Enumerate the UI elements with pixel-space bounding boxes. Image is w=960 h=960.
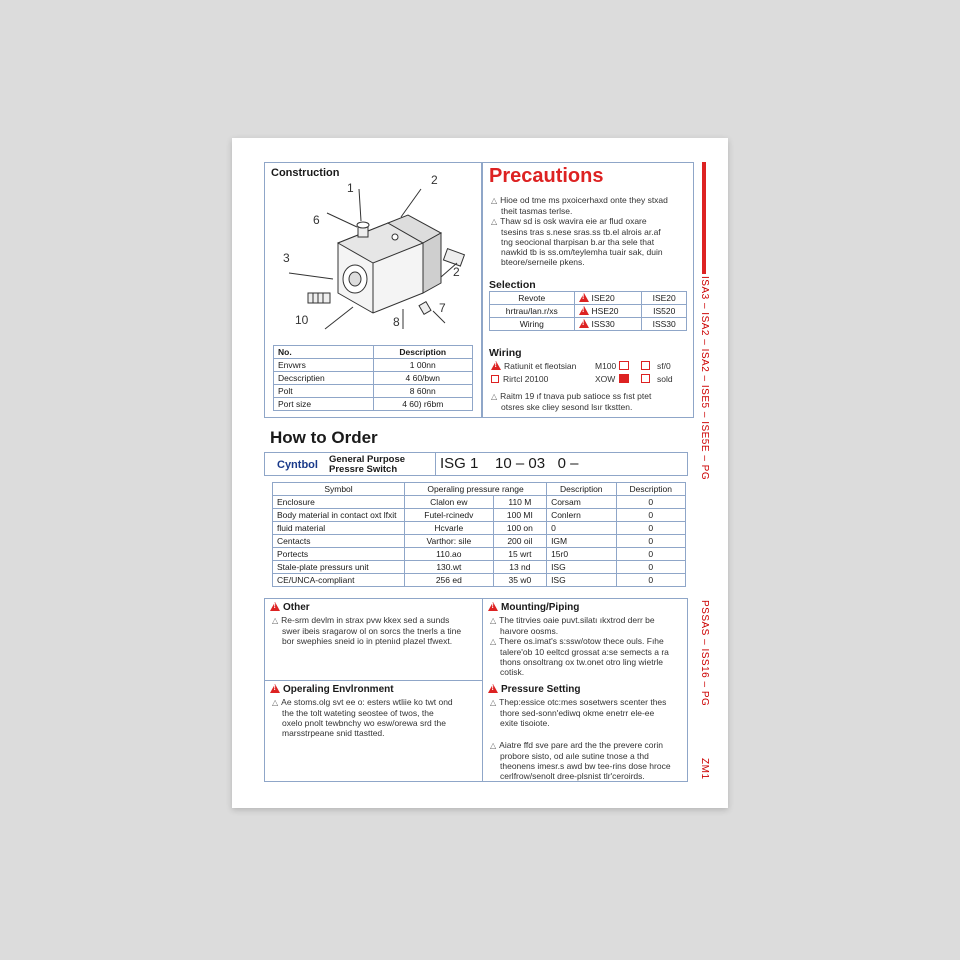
cell-text: HSE20 bbox=[591, 306, 619, 316]
terminal-icon bbox=[641, 374, 650, 383]
table-row bbox=[490, 305, 687, 318]
cell: Futel-rcinedv bbox=[405, 509, 494, 522]
caution-icon: △ bbox=[490, 616, 497, 625]
note-line: Aiatre ffd sve pare ard the the prevere corin bbox=[499, 740, 663, 750]
precautions-title: Precautions bbox=[489, 165, 604, 187]
cell: Port size bbox=[274, 398, 374, 411]
cell: ISG bbox=[547, 561, 616, 574]
cell: 0 bbox=[616, 522, 685, 535]
caution-icon: △ bbox=[490, 637, 497, 646]
note-line: There os.imat's s:ssw/otow thece ouls. Fıhe bbox=[499, 636, 664, 646]
notes-divider bbox=[482, 598, 483, 782]
side-tab-bar bbox=[702, 162, 706, 274]
note-line: cerlfrow/senolt dree-plsnist tlr'ceroirds. bbox=[500, 771, 645, 781]
caution-icon: △ bbox=[491, 217, 498, 226]
table-row bbox=[273, 535, 686, 548]
col-description: Description bbox=[547, 483, 616, 496]
cell bbox=[574, 305, 642, 318]
wiring-label: Ratiunit et fleotsian bbox=[504, 361, 577, 371]
table-row bbox=[274, 385, 473, 398]
side-tab-label-3: ZM1 bbox=[699, 758, 710, 780]
note-line: bor swephies sneid io in pteniıd plazel tfwext. bbox=[282, 636, 453, 646]
col-description: Description bbox=[373, 346, 473, 359]
note-line: oxelo pnolt tewbnchy wo esw/orewa srd the bbox=[282, 718, 446, 728]
cell: 0 bbox=[616, 561, 685, 574]
warning-icon bbox=[579, 319, 589, 328]
cell: fluid material bbox=[273, 522, 405, 535]
wiring-note bbox=[491, 391, 691, 412]
note-line: marsstrpeane snid ttastted. bbox=[282, 728, 385, 738]
cell: Wiring bbox=[490, 318, 575, 331]
cell: ISS30 bbox=[642, 318, 687, 331]
cell: 4 60/bwn bbox=[373, 372, 473, 385]
cell: 0 bbox=[616, 548, 685, 561]
precaution-line: Hioe od tme ms pxoicerhaxd onte they stxad bbox=[500, 195, 668, 205]
cell: Envwrs bbox=[274, 359, 374, 372]
precaution-line: tng seocional tharpisan b.ar tha sele that bbox=[501, 237, 655, 247]
precaution-line: tsesins tras s.nese sras.ss tb.el alrois ar.af bbox=[501, 227, 661, 237]
cell: 0 bbox=[616, 574, 685, 587]
cell: 15 wrt bbox=[493, 548, 546, 561]
callout-6: 6 bbox=[313, 213, 320, 227]
construction-section bbox=[264, 162, 482, 418]
cell: Corsam bbox=[547, 496, 616, 509]
note-line: Ae stoms.olg svt ee o: esters wtliie ko twt ond bbox=[281, 697, 453, 707]
selection-title: Selection bbox=[489, 279, 536, 291]
cell: Centacts bbox=[273, 535, 405, 548]
caution-icon: △ bbox=[490, 741, 497, 750]
cell: IGM bbox=[547, 535, 616, 548]
title-text: Operaling Envlronment bbox=[283, 684, 394, 695]
callout-3: 3 bbox=[283, 251, 290, 265]
cell bbox=[574, 318, 642, 331]
environment-text bbox=[272, 697, 478, 738]
cell: Revote bbox=[490, 292, 575, 305]
note-line: cotisk. bbox=[500, 667, 525, 677]
product-line: Pressre Switch bbox=[329, 464, 398, 475]
order-code-bar bbox=[264, 452, 688, 476]
col-symbol: Symbol bbox=[273, 483, 405, 496]
mounting-title bbox=[488, 602, 579, 613]
mounting-text bbox=[490, 615, 686, 677]
warning-icon bbox=[488, 684, 498, 693]
precaution-line: bteore/serneile pkens. bbox=[501, 257, 585, 267]
warning-icon bbox=[270, 684, 280, 693]
cell: 1 00nn bbox=[373, 359, 473, 372]
warning-icon bbox=[491, 361, 501, 370]
warning-icon bbox=[579, 306, 589, 315]
table-row bbox=[274, 398, 473, 411]
other-title bbox=[270, 602, 310, 613]
precautions-text bbox=[491, 195, 691, 267]
title-text: Mounting/Piping bbox=[501, 602, 580, 613]
other-text bbox=[272, 615, 478, 646]
table-row bbox=[274, 372, 473, 385]
precaution-line: nawkid tb is ss.om/teylemha tuair sak, duin bbox=[501, 247, 663, 257]
precautions-section bbox=[482, 162, 694, 418]
wiring-row-1 bbox=[491, 361, 691, 371]
terminal-icon bbox=[641, 361, 650, 370]
callout-8: 8 bbox=[393, 315, 400, 329]
table-row bbox=[490, 292, 687, 305]
wiring-label: Rirtcl 20100 bbox=[503, 374, 549, 384]
pressure-title bbox=[488, 684, 580, 695]
cell: hrtrau/lan.r/xs bbox=[490, 305, 575, 318]
pressure-text bbox=[490, 697, 686, 728]
note-line: swer ibeis sragarow ol on sorcs the tnerls a tine bbox=[282, 626, 462, 636]
cell: Conlern bbox=[547, 509, 616, 522]
callout-2-top: 2 bbox=[431, 173, 438, 187]
switch-icon bbox=[491, 375, 499, 383]
cell: Hcvarle bbox=[405, 522, 494, 535]
note-line: Re-srm devlm in strax pvw kkex sed a sunds bbox=[281, 615, 450, 625]
wiring-value: XOW bbox=[595, 374, 616, 384]
title-text: Other bbox=[283, 602, 310, 613]
cell: 8 60nn bbox=[373, 385, 473, 398]
selection-table bbox=[489, 291, 687, 331]
callout-2-right: 2 bbox=[453, 265, 460, 279]
table-row bbox=[273, 496, 686, 509]
table-row bbox=[273, 574, 686, 587]
note-line: Thep:essice otc:mes sosetwers scenter thes bbox=[499, 697, 667, 707]
wiring-title: Wiring bbox=[489, 347, 522, 359]
cell: 35 w0 bbox=[493, 574, 546, 587]
pressure-text-2 bbox=[490, 740, 686, 781]
construction-table bbox=[273, 345, 473, 411]
callout-1: 1 bbox=[347, 181, 354, 195]
cell: 0 bbox=[547, 522, 616, 535]
callout-10: 10 bbox=[295, 313, 309, 327]
cell: 0 bbox=[616, 509, 685, 522]
col-description-2: Description bbox=[616, 483, 685, 496]
cell: ISE20 bbox=[642, 292, 687, 305]
cell: 110.ao bbox=[405, 548, 494, 561]
cell: 200 oil bbox=[493, 535, 546, 548]
note-line: exite tisoiote. bbox=[500, 718, 550, 728]
warning-icon bbox=[488, 602, 498, 611]
cell: Varthor: sile bbox=[405, 535, 494, 548]
wiring-value: sold bbox=[657, 374, 673, 384]
product-name bbox=[329, 455, 405, 475]
cell: 4 60) r6bm bbox=[373, 398, 473, 411]
warning-icon bbox=[270, 602, 280, 611]
title-text: Pressure Setting bbox=[501, 684, 581, 695]
construction-title: Construction bbox=[271, 167, 340, 179]
caution-icon: △ bbox=[272, 698, 279, 707]
note-line: thore sed-sonn'ediwq okme enetrr ele-ee bbox=[500, 708, 655, 718]
cell: 15r0 bbox=[547, 548, 616, 561]
cell bbox=[574, 292, 642, 305]
cell: ISG bbox=[547, 574, 616, 587]
table-row bbox=[273, 509, 686, 522]
cell-text: ISE20 bbox=[591, 293, 615, 303]
cell: 0 bbox=[616, 496, 685, 509]
cell: 110 M bbox=[493, 496, 546, 509]
table-row bbox=[274, 359, 473, 372]
note-line: talere'ob 10 eeltcd grossat a:se semects a ra bbox=[500, 647, 669, 657]
note-line: probore sisto, od aıle sutine tnose a thd bbox=[500, 751, 649, 761]
caution-icon: △ bbox=[491, 196, 498, 205]
side-tab-label-2: PSSAS – ISS16 – PG bbox=[699, 600, 710, 707]
caution-icon: △ bbox=[490, 698, 497, 707]
cell: Polt bbox=[274, 385, 374, 398]
table-row bbox=[490, 318, 687, 331]
col-no: No. bbox=[274, 346, 374, 359]
product-line: General Purpose bbox=[329, 454, 406, 465]
cell: Decscriptien bbox=[274, 372, 374, 385]
col-pressure-range: Operaling pressure range bbox=[405, 483, 547, 496]
cell: 13 nd bbox=[493, 561, 546, 574]
table-row bbox=[273, 561, 686, 574]
order-table bbox=[272, 482, 686, 587]
cell: CE/UNCA-compliant bbox=[273, 574, 405, 587]
terminal-icon bbox=[619, 361, 629, 370]
wiring-row-2 bbox=[491, 374, 691, 384]
note-line: the the tolt wateting seostee of twos, the bbox=[282, 708, 434, 718]
cell: 0 bbox=[616, 535, 685, 548]
datasheet-page bbox=[232, 138, 728, 808]
wiring-value: sf/0 bbox=[657, 361, 671, 371]
symbol-label: Cyntbol bbox=[277, 459, 318, 471]
caution-icon: △ bbox=[491, 392, 498, 401]
precaution-line: Thaw sd is osk wavira eie ar flud oxare bbox=[500, 216, 647, 226]
how-to-order-title: How to Order bbox=[270, 428, 378, 447]
wiring-value: M100 bbox=[595, 361, 617, 371]
note-line: otsres ske cliey sesond lsır tkstten. bbox=[501, 402, 633, 412]
cell: Body material in contact oxt lfxit bbox=[273, 509, 405, 522]
side-tab-label-1: ISA3 – ISA2 – ISA2 – ISE5 – ISE5E – PG bbox=[699, 276, 710, 481]
cell: 130.wt bbox=[405, 561, 494, 574]
caution-icon: △ bbox=[272, 616, 279, 625]
cell: Clalon ew bbox=[405, 496, 494, 509]
cell: Stale-plate pressurs unit bbox=[273, 561, 405, 574]
environment-title bbox=[270, 684, 394, 695]
cell: 256 ed bbox=[405, 574, 494, 587]
cell: IS520 bbox=[642, 305, 687, 318]
warning-icon bbox=[579, 293, 589, 302]
note-line: thons onsoltrang ox tw.onet otro ling wietrle bbox=[500, 657, 664, 667]
note-line: Raitm 19 ıf tnava pub satioce ss fıst ptet bbox=[500, 391, 652, 401]
table-row bbox=[273, 548, 686, 561]
note-line: theonens imesr.s awd bw tee-rins dose hroce bbox=[500, 761, 671, 771]
cell: 100 MI bbox=[493, 509, 546, 522]
cell: Portects bbox=[273, 548, 405, 561]
precaution-line: theit tasmas terlse. bbox=[501, 206, 573, 216]
table-row bbox=[273, 522, 686, 535]
note-line: The titrvies oaie puvt.silatı ıkxtrod derr be bbox=[499, 615, 655, 625]
note-line: haıvore oosms. bbox=[500, 626, 559, 636]
cell: Enclosure bbox=[273, 496, 405, 509]
callout-7: 7 bbox=[439, 301, 446, 315]
cell: 100 on bbox=[493, 522, 546, 535]
notes-divider-h bbox=[264, 680, 482, 681]
cell-text: ISS30 bbox=[591, 319, 615, 329]
model-code: ISG 1 10 – 03 0 – bbox=[435, 452, 685, 476]
terminal-icon bbox=[619, 374, 629, 383]
